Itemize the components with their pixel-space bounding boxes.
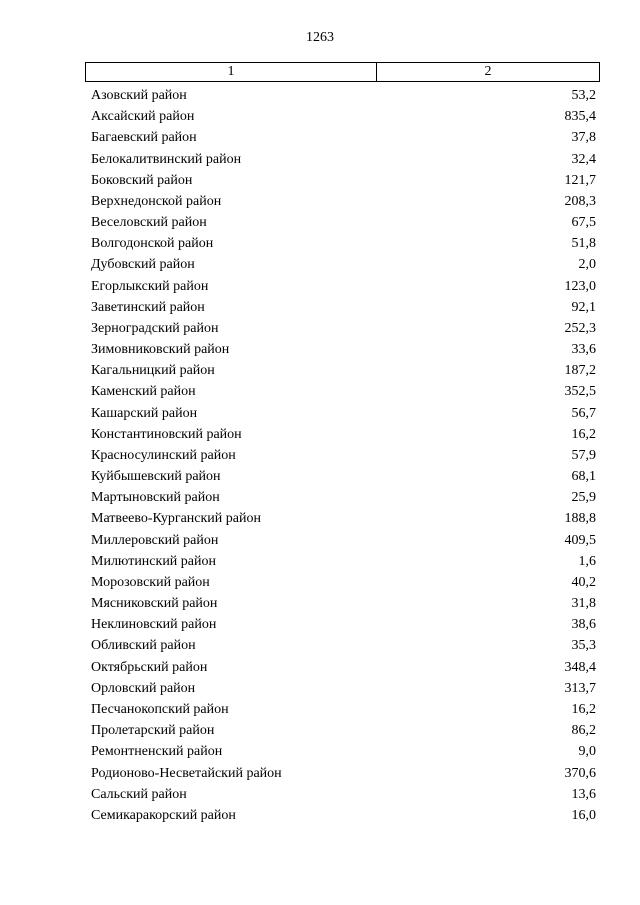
district-name: Егорлыкский район (91, 278, 209, 294)
table-row (91, 233, 596, 254)
district-name: Красносулинский район (91, 447, 236, 463)
table-row (91, 149, 596, 170)
district-value: 35,3 (571, 638, 596, 654)
district-value: 86,2 (571, 723, 596, 739)
district-name: Белокалитвинский район (91, 151, 242, 167)
district-name: Боковский район (91, 172, 193, 188)
table-row (91, 276, 596, 297)
district-name: Верхнедонской район (91, 193, 222, 209)
district-name: Мартыновский район (91, 490, 220, 506)
district-value: 53,2 (571, 88, 596, 103)
district-value: 16,2 (571, 426, 596, 442)
table-row (91, 212, 596, 233)
district-value: 252,3 (564, 320, 596, 336)
district-name: Заветинский район (91, 299, 205, 315)
district-name: Милютинский район (91, 553, 217, 569)
table-header (85, 62, 600, 82)
table-row (91, 403, 596, 424)
district-name: Азовский район (91, 88, 187, 103)
table-row (91, 741, 596, 762)
column-header-1: 1 (86, 63, 377, 81)
district-value: 25,9 (571, 490, 596, 506)
district-value: 31,8 (571, 596, 596, 612)
district-name: Зимовниковский район (91, 342, 230, 358)
district-name: Веселовский район (91, 215, 207, 231)
district-value: 56,7 (571, 405, 596, 421)
district-value: 13,6 (571, 786, 596, 802)
district-value: 16,0 (571, 807, 596, 823)
district-value: 208,3 (564, 193, 596, 209)
district-name: Неклиновский район (91, 617, 217, 633)
table-row (91, 297, 596, 318)
table-row (91, 381, 596, 402)
district-value: 33,6 (571, 342, 596, 358)
district-name: Орловский район (91, 680, 196, 696)
district-value: 370,6 (564, 765, 596, 781)
table-row (91, 720, 596, 741)
district-value: 57,9 (571, 447, 596, 463)
district-value: 51,8 (571, 236, 596, 252)
district-name: Зерноградский район (91, 320, 219, 336)
district-value: 38,6 (571, 617, 596, 633)
district-value: 835,4 (564, 109, 596, 125)
district-value: 68,1 (571, 469, 596, 485)
district-name: Семикаракорский район (91, 807, 236, 823)
district-value: 187,2 (564, 363, 596, 379)
table-row (91, 678, 596, 699)
district-name: Сальский район (91, 786, 187, 802)
table-row (91, 635, 596, 656)
district-name: Багаевский район (91, 130, 197, 146)
district-name: Ремонтненский район (91, 744, 223, 760)
table-row (91, 487, 596, 508)
table-row (91, 85, 596, 106)
table-row (91, 508, 596, 529)
district-value: 123,0 (564, 278, 596, 294)
table-body (91, 85, 596, 826)
district-value: 348,4 (564, 659, 596, 675)
district-name: Каменский район (91, 384, 196, 400)
table-row (91, 170, 596, 191)
table-row (91, 424, 596, 445)
district-value: 40,2 (571, 574, 596, 590)
table-row (91, 572, 596, 593)
district-value: 32,4 (571, 151, 596, 167)
district-name: Кашарский район (91, 405, 198, 421)
district-name: Морозовский район (91, 574, 210, 590)
district-value: 409,5 (564, 532, 596, 548)
district-name: Миллеровский район (91, 532, 219, 548)
district-name: Волгодонской район (91, 236, 214, 252)
district-name: Дубовский район (91, 257, 195, 273)
table-row (91, 551, 596, 572)
district-value: 9,0 (578, 744, 596, 760)
district-value: 16,2 (571, 701, 596, 717)
table-row (91, 466, 596, 487)
table-row (91, 763, 596, 784)
district-value: 352,5 (564, 384, 596, 400)
table-row (91, 191, 596, 212)
district-name: Песчанокопский район (91, 701, 229, 717)
table-row (91, 127, 596, 148)
district-name: Обливский район (91, 638, 196, 654)
table-row (91, 445, 596, 466)
table-row (91, 784, 596, 805)
table-row (91, 530, 596, 551)
table-row (91, 699, 596, 720)
district-name: Родионово-Несветайский район (91, 765, 282, 781)
district-value: 37,8 (571, 130, 596, 146)
district-name: Аксайский район (91, 109, 195, 125)
district-value: 67,5 (571, 215, 596, 231)
page-number: 1263 (306, 30, 334, 45)
table-row (91, 657, 596, 678)
table-row (91, 106, 596, 127)
table-row (91, 339, 596, 360)
district-value: 121,7 (564, 172, 596, 188)
district-value: 188,8 (564, 511, 596, 527)
district-name: Константиновский район (91, 426, 242, 442)
district-name: Октябрьский район (91, 659, 208, 675)
table-row (91, 360, 596, 381)
table-row (91, 318, 596, 339)
district-name: Куйбышевский район (91, 469, 221, 485)
district-value: 92,1 (571, 299, 596, 315)
table-row (91, 593, 596, 614)
table-row (91, 254, 596, 275)
column-header-2: 2 (484, 64, 492, 79)
table-row (91, 805, 596, 826)
district-value: 2,0 (578, 257, 596, 273)
district-value: 313,7 (564, 680, 596, 696)
district-name: Матвеево-Курганский район (91, 511, 261, 527)
district-name: Кагальницкий район (91, 363, 215, 379)
table-row (91, 614, 596, 635)
district-name: Мясниковский район (91, 596, 218, 612)
district-value: 1,6 (578, 553, 596, 569)
district-name: Пролетарский район (91, 723, 215, 739)
